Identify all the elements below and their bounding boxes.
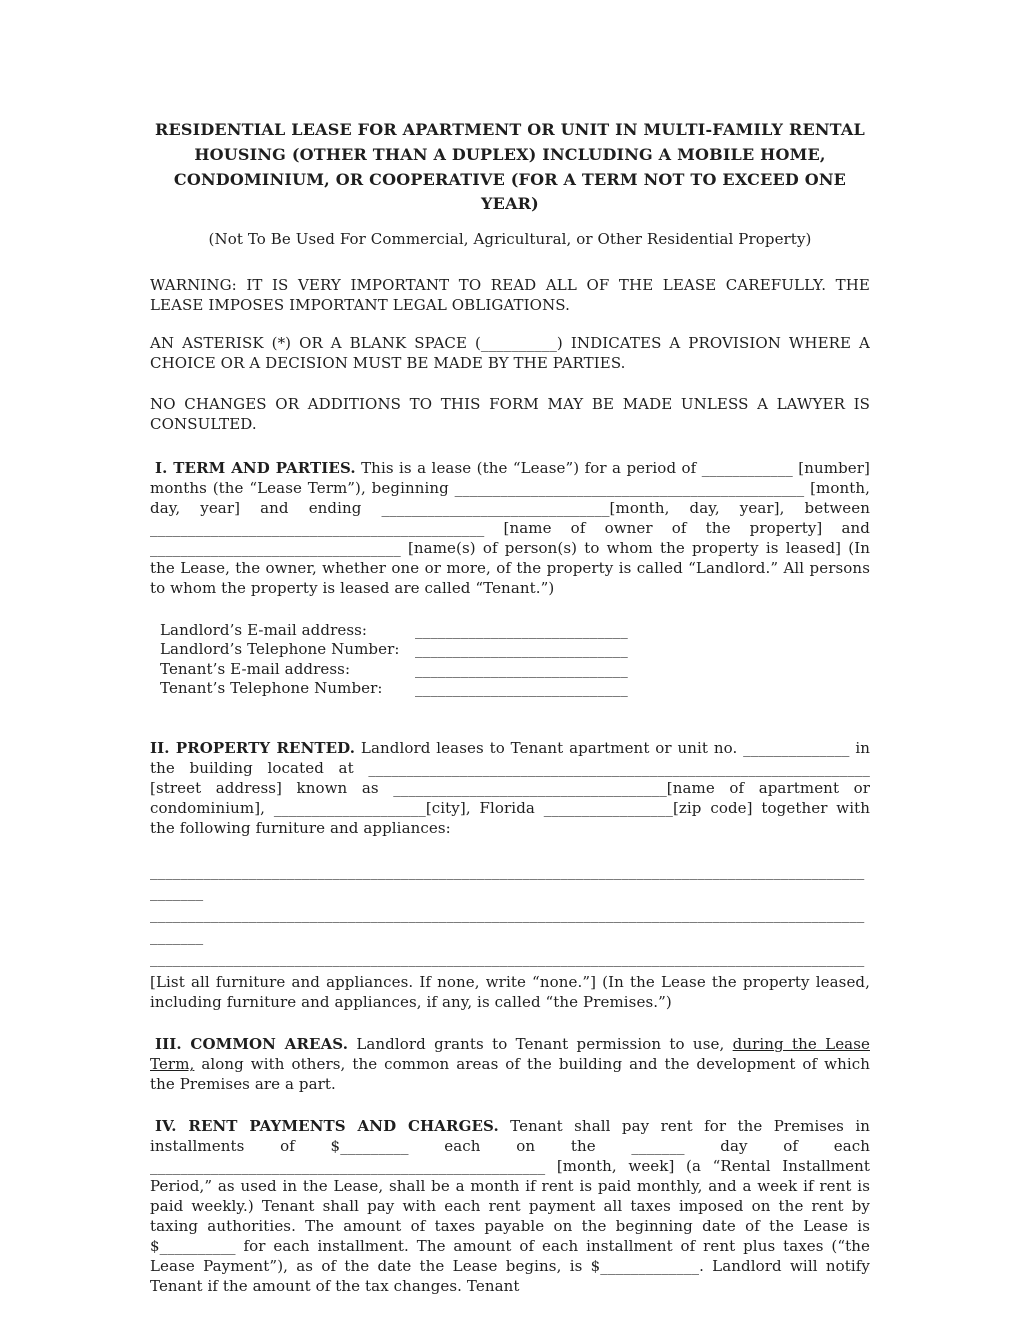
section-property-heading: II. PROPERTY RENTED. xyxy=(150,738,356,757)
warning-paragraph: WARNING: IT IS VERY IMPORTANT TO READ ALL OF THE LEASE CAREFULLY. THE LEASE IMPOSES IMPORTANT LEGAL OBLIGATIONS. xyxy=(150,275,870,314)
furniture-blank-line: ______________________________________________________________________________________________ xyxy=(150,905,865,924)
section-common-heading: III. COMMON AREAS. xyxy=(155,1035,349,1054)
landlord-email-blank: ____________________________ xyxy=(415,620,628,639)
contact-row-landlord-email xyxy=(160,621,870,641)
furniture-blank-line: _______ xyxy=(150,926,204,945)
landlord-phone-label: Landlord’s Telephone Number: xyxy=(160,640,400,659)
asterisk-paragraph: AN ASTERISK (*) OR A BLANK SPACE (__________) INDICATES A PROVISION WHERE A CHOICE OR A DECISION MUST BE MADE BY THE PARTIES. xyxy=(150,333,870,372)
tenant-email-label: Tenant’s E-mail address: xyxy=(160,659,351,678)
section-rent-payments xyxy=(150,1117,870,1296)
section-property-rented xyxy=(150,739,870,839)
section-common-body-pre: Landlord grants to Tenant permission to use, xyxy=(356,1035,725,1054)
tenant-email-blank: ____________________________ xyxy=(415,659,628,678)
contact-row-landlord-phone xyxy=(160,640,870,660)
furniture-bracket-note: [List all furniture and appliances. If none, write “none.”] (In the Lease the property leased, including furniture and appliances, if any, is called “the Premises.”) xyxy=(150,973,870,1012)
landlord-phone-blank: ____________________________ xyxy=(415,640,628,659)
section-term-heading: I. TERM AND PARTIES. xyxy=(155,459,356,478)
contact-row-tenant-phone xyxy=(160,679,870,699)
section-term-and-parties xyxy=(150,459,870,599)
section-term-body: This is a lease (the “Lease”) for a period of ____________ [number] months (the “Lease Term”), beginning ______________________________________________ [month, day, year] and ending ______________________________[month, day, year], between ____________________________________________ [name of owner of the property] and _________________________________ [name(s) of person(s) to whom the property is leased] (In the Lease, the owner, whether one or more, of the property is called “Landlord.” All persons to whom the property is leased are called “Tenant.”) xyxy=(150,459,870,597)
tenant-phone-blank: ____________________________ xyxy=(415,679,628,698)
section-common-body-underlined: during the Lease Term, xyxy=(150,1035,870,1074)
furniture-blank-line: ______________________________________________________________________________________________ xyxy=(150,861,865,880)
document-title: RESIDENTIAL LEASE FOR APARTMENT OR UNIT IN MULTI-FAMILY RENTAL HOUSING (OTHER THAN A DUPLEX) INCLUDING A MOBILE HOME, CONDOMINIUM, OR COOPERATIVE (FOR A TERM NOT TO EXCEED ONE YEAR) xyxy=(155,120,865,214)
document-subtitle: (Not To Be Used For Commercial, Agricultural, or Other Residential Property) xyxy=(208,230,812,249)
section-rent-body: Tenant shall pay rent for the Premises in installments of $_________ each on the _______ day of each ____________________________________________________ [month, week] (a “Rental Installment Period,” as used in the Lease, shall be a month if rent is paid monthly, and a week if rent is paid weekly.) Tenant shall pay with each rent payment all taxes imposed on the rent by taxing authorities. The amount of taxes payable on the beginning date of the Lease is $__________ for each installment. The amount of each installment of rent plus taxes (“the Lease Payment”), as of the date the Lease begins, is $_____________. Landlord will notify Tenant if the amount of the tax changes. Tenant xyxy=(150,1117,870,1295)
tenant-phone-label: Tenant’s Telephone Number: xyxy=(160,679,383,698)
no-changes-paragraph: NO CHANGES OR ADDITIONS TO THIS FORM MAY BE MADE UNLESS A LAWYER IS CONSULTED. xyxy=(150,395,870,434)
section-common-body-post: along with others, the common areas of the building and the development of which the Premises are a part. xyxy=(150,1055,870,1094)
furniture-blank-line: _______ xyxy=(150,883,204,902)
contact-block xyxy=(160,621,870,699)
landlord-email-label: Landlord’s E-mail address: xyxy=(160,620,368,639)
section-property-body: Landlord leases to Tenant apartment or unit no. ______________ in the building located at __________________________________________________________________ [street address] known as ____________________________________[name of apartment or condominium], ____________________[city], Florida _________________[zip code] together with the following furniture and appliances: xyxy=(150,738,870,837)
section-rent-heading: IV. RENT PAYMENTS AND CHARGES. xyxy=(155,1117,499,1135)
section-common-areas xyxy=(150,1035,870,1095)
furniture-blank-line: ______________________________________________________________________________________________ xyxy=(150,948,865,967)
furniture-blank-lines xyxy=(150,861,870,970)
contact-row-tenant-email xyxy=(160,660,870,680)
